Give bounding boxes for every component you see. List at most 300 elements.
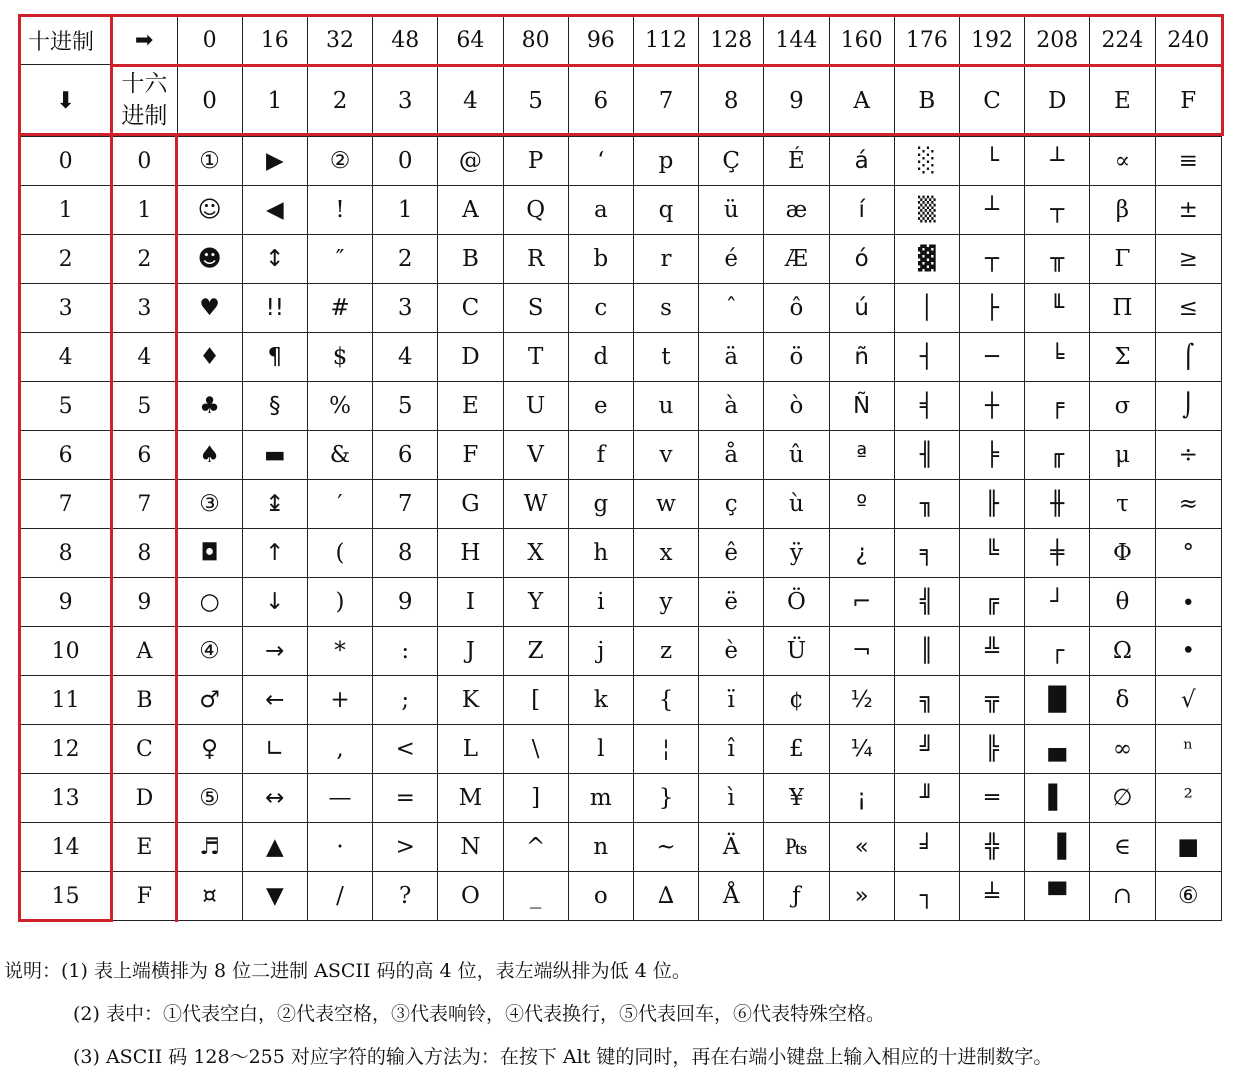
char-cell: ú [829,284,894,333]
char-cell: ╔ [959,578,1024,627]
char-cell: ≈ [1155,480,1221,529]
header-decimal-cell: 0 [177,16,242,65]
char-cell: ≤ [1155,284,1221,333]
header-decimal-cell: 176 [894,16,959,65]
char-cell: Ç [699,137,764,186]
header-decimal-cell: 48 [373,16,438,65]
char-cell: G [438,480,503,529]
char-cell: ░ [894,137,959,186]
char-cell: ╙ [1025,284,1090,333]
char-cell: 7 [373,480,438,529]
char-cell: R [503,235,568,284]
char-cell: ═ [959,774,1024,823]
char-cell: % [307,382,372,431]
char-cell: ⁿ [1155,725,1221,774]
char-cell: ] [503,774,568,823]
char-cell: ☺ [177,186,242,235]
char-cell: ç [699,480,764,529]
row-decimal-cell: 8 [20,529,112,578]
note-1: 说明：(1) 表上端横排为 8 位二进制 ASCII 码的高 4 位，表左端纵排为低 4 位。 [4,960,691,982]
char-cell: ⑤ [177,774,242,823]
row-decimal-cell: 9 [20,578,112,627]
table-row [20,578,1222,627]
char-cell: ╣ [894,578,959,627]
char-cell: ¿ [829,529,894,578]
char-cell: _ [503,872,568,921]
row-hex-cell: 6 [112,431,177,480]
char-cell: ü [699,186,764,235]
char-cell: Ω [1090,627,1155,676]
char-cell: y [633,578,698,627]
row-hex-cell: F [112,872,177,921]
char-cell: Ä [699,823,764,872]
char-cell: Ñ [829,382,894,431]
char-cell: ▐ [1025,823,1090,872]
char-cell: # [307,284,372,333]
char-cell: ╕ [894,529,959,578]
char-cell: ╝ [894,725,959,774]
char-cell: ▶ [242,137,307,186]
char-cell: ╡ [894,382,959,431]
row-hex-cell: A [112,627,177,676]
row-decimal-cell: 13 [20,774,112,823]
char-cell: m [568,774,633,823]
char-cell: ñ [829,333,894,382]
char-cell: p [633,137,698,186]
char-cell: Ü [764,627,829,676]
char-cell: Γ [1090,235,1155,284]
char-cell: g [568,480,633,529]
header-hex-cell: 9 [764,65,829,137]
char-cell: ∆ [633,872,698,921]
char-cell: ┴ [1025,137,1090,186]
row-decimal-cell: 11 [20,676,112,725]
char-cell: ¦ [633,725,698,774]
header-decimal-cell: 240 [1155,16,1221,65]
header-decimal-cell: 16 [242,16,307,65]
char-cell: ¶ [242,333,307,382]
char-cell: J [438,627,503,676]
header-row-hex [20,65,1222,137]
row-decimal-cell: 6 [20,431,112,480]
char-cell: 2 [373,235,438,284]
char-cell: ì [699,774,764,823]
row-decimal-cell: 1 [20,186,112,235]
char-cell: ª [829,431,894,480]
char-cell: , [307,725,372,774]
char-cell: ▲ [242,823,307,872]
char-cell: ; [373,676,438,725]
header-hex-cell: 4 [438,65,503,137]
char-cell: ↕ [242,235,307,284]
char-cell: F [438,431,503,480]
char-cell: n [568,823,633,872]
char-cell: Y [503,578,568,627]
char-cell: ▄ [1025,725,1090,774]
char-cell: E [438,382,503,431]
char-cell: ├ [959,284,1024,333]
char-cell: * [307,627,372,676]
char-cell: ₧ [764,823,829,872]
header-hex-cell: 5 [503,65,568,137]
char-cell: e [568,382,633,431]
char-cell: å [699,431,764,480]
char-cell: ▓ [894,235,959,284]
char-cell: § [242,382,307,431]
char-cell: ! [307,186,372,235]
char-cell: ╘ [1025,333,1090,382]
char-cell: w [633,480,698,529]
char-cell: ┌ [1025,627,1090,676]
char-cell: Σ [1090,333,1155,382]
char-cell: ∅ [1090,774,1155,823]
char-cell: ¤ [177,872,242,921]
char-cell: ⌡ [1155,382,1221,431]
char-cell: ╥ [1025,235,1090,284]
char-cell: X [503,529,568,578]
char-cell: ┘ [1025,578,1090,627]
row-decimal-cell: 3 [20,284,112,333]
char-cell: ù [764,480,829,529]
header-hex-cell: 6 [568,65,633,137]
header-decimal-cell: 64 [438,16,503,65]
char-cell: I [438,578,503,627]
char-cell: u [633,382,698,431]
char-cell: ③ [177,480,242,529]
table-row [20,235,1222,284]
char-cell: è [699,627,764,676]
char-cell: ∩ [1090,872,1155,921]
right-arrow-icon: ➡ [112,16,177,65]
char-cell: ↑ [242,529,307,578]
header-hex-cell: D [1025,65,1090,137]
char-cell: ╢ [894,431,959,480]
row-decimal-cell: 15 [20,872,112,921]
char-cell: : [373,627,438,676]
char-cell: É [764,137,829,186]
table-row [20,725,1222,774]
char-cell: ~ [633,823,698,872]
char-cell: à [699,382,764,431]
char-cell: ▒ [894,186,959,235]
char-cell: ö [764,333,829,382]
note-2: (2) 表中：①代表空白，②代表空格，③代表响铃，④代表换行，⑤代表回车，⑥代表特殊空格。 [73,1003,885,1025]
char-cell: ( [307,529,372,578]
char-cell: ▬ [242,431,307,480]
header-decimal-cell: 224 [1090,16,1155,65]
char-cell: ╬ [959,823,1024,872]
char-cell: ♠ [177,431,242,480]
char-cell: ↨ [242,480,307,529]
char-cell: τ [1090,480,1155,529]
table-row [20,137,1222,186]
header-decimal-cell: 192 [959,16,1024,65]
char-cell: Æ [764,235,829,284]
char-cell: á [829,137,894,186]
char-cell: ↔ [242,774,307,823]
table-row [20,382,1222,431]
char-cell: ▌ [1025,774,1090,823]
decimal-label: 十进制 [20,16,112,65]
char-cell: H [438,529,503,578]
char-cell: ┼ [959,382,1024,431]
char-cell: ♣ [177,382,242,431]
char-cell: ? [373,872,438,921]
char-cell: ± [1155,186,1221,235]
char-cell: ╒ [1025,382,1090,431]
table-row [20,431,1222,480]
char-cell: ¢ [764,676,829,725]
hex-label: 十六进制 [112,65,177,137]
row-decimal-cell: 4 [20,333,112,382]
char-cell: d [568,333,633,382]
char-cell: ó [829,235,894,284]
char-cell: x [633,529,698,578]
char-cell: ╗ [894,676,959,725]
char-cell: ╩ [959,627,1024,676]
table-row [20,676,1222,725]
char-cell: ♬ [177,823,242,872]
char-cell: ) [307,578,372,627]
char-cell: ╟ [959,480,1024,529]
char-cell: σ [1090,382,1155,431]
row-hex-cell: 4 [112,333,177,382]
char-cell: 3 [373,284,438,333]
char-cell: ∟ [242,725,307,774]
row-decimal-cell: 7 [20,480,112,529]
row-hex-cell: 2 [112,235,177,284]
char-cell: ∈ [1090,823,1155,872]
char-cell: ─ [959,333,1024,382]
char-cell: [ [503,676,568,725]
char-cell: ¥ [764,774,829,823]
char-cell: ♂ [177,676,242,725]
char-cell: • [1155,627,1221,676]
char-cell: ♦ [177,333,242,382]
char-cell: ï [699,676,764,725]
char-cell: s [633,284,698,333]
char-cell: £ [764,725,829,774]
char-cell: ╪ [1025,529,1090,578]
header-hex-cell: E [1090,65,1155,137]
char-cell: í [829,186,894,235]
char-cell: ╓ [1025,431,1090,480]
char-cell: ‘ [568,137,633,186]
char-cell: o [568,872,633,921]
row-hex-cell: 8 [112,529,177,578]
char-cell: ^ [503,823,568,872]
char-cell: ê [699,529,764,578]
char-cell: ¡ [829,774,894,823]
table-row [20,872,1222,921]
char-cell: · [307,823,372,872]
header-decimal-cell: 144 [764,16,829,65]
row-hex-cell: 0 [112,137,177,186]
char-cell: ò [764,382,829,431]
down-arrow-icon: ⬇ [20,65,112,137]
row-hex-cell: 5 [112,382,177,431]
row-decimal-cell: 0 [20,137,112,186]
char-cell: 1 [373,186,438,235]
char-cell: β [1090,186,1155,235]
table-row [20,774,1222,823]
char-cell: A [438,186,503,235]
char-cell: ← [242,676,307,725]
char-cell: ≡ [1155,137,1221,186]
row-hex-cell: 3 [112,284,177,333]
char-cell: ╦ [959,676,1024,725]
table-row [20,333,1222,382]
char-cell: Q [503,186,568,235]
ascii-table [19,15,1222,921]
header-hex-cell: 8 [699,65,764,137]
row-decimal-cell: 14 [20,823,112,872]
char-cell: v [633,431,698,480]
char-cell: ⌐ [829,578,894,627]
char-cell: Π [1090,284,1155,333]
char-cell: ⑥ [1155,872,1221,921]
char-cell: θ [1090,578,1155,627]
char-cell: Z [503,627,568,676]
char-cell: Å [699,872,764,921]
char-cell: Φ [1090,529,1155,578]
char-cell: ◀ [242,186,307,235]
char-cell: ◘ [177,529,242,578]
char-cell: √ [1155,676,1221,725]
char-cell: μ [1090,431,1155,480]
char-cell: û [764,431,829,480]
char-cell: M [438,774,503,823]
char-cell: └ [959,137,1024,186]
char-cell: i [568,578,633,627]
char-cell: ô [764,284,829,333]
char-cell: $ [307,333,372,382]
char-cell: ┴ [959,186,1024,235]
char-cell: !! [242,284,307,333]
char-cell: > [373,823,438,872]
char-cell: ä [699,333,764,382]
char-cell: ■ [1155,823,1221,872]
header-row-decimal [20,16,1222,65]
header-decimal-cell: 80 [503,16,568,65]
char-cell: → [242,627,307,676]
row-decimal-cell: 2 [20,235,112,284]
char-cell: ∞ [1090,725,1155,774]
char-cell: ② [307,137,372,186]
char-cell: { [633,676,698,725]
char-cell: N [438,823,503,872]
char-cell: f [568,431,633,480]
char-cell: S [503,284,568,333]
notes [4,950,1239,1079]
char-cell: ¬ [829,627,894,676]
char-cell: ┐ [894,872,959,921]
char-cell: » [829,872,894,921]
char-cell: l [568,725,633,774]
char-cell: ˆ [699,284,764,333]
char-cell: D [438,333,503,382]
char-cell: « [829,823,894,872]
char-cell: 4 [373,333,438,382]
row-decimal-cell: 10 [20,627,112,676]
row-hex-cell: B [112,676,177,725]
header-hex-cell: 0 [177,65,242,137]
row-hex-cell: C [112,725,177,774]
char-cell: ² [1155,774,1221,823]
row-hex-cell: 9 [112,578,177,627]
char-cell: █ [1025,676,1090,725]
char-cell: ↓ [242,578,307,627]
table-row [20,823,1222,872]
char-cell: ▀ [1025,872,1090,921]
char-cell: T [503,333,568,382]
table-row [20,480,1222,529]
row-decimal-cell: 12 [20,725,112,774]
char-cell: ╠ [959,725,1024,774]
char-cell: = [373,774,438,823]
char-cell: a [568,186,633,235]
char-cell: ′ [307,480,372,529]
table-row [20,186,1222,235]
header-hex-cell: 1 [242,65,307,137]
char-cell: ƒ [764,872,829,921]
header-decimal-cell: 128 [699,16,764,65]
char-cell: æ [764,186,829,235]
char-cell: δ [1090,676,1155,725]
char-cell: 6 [373,431,438,480]
char-cell: é [699,235,764,284]
char-cell: P [503,137,568,186]
char-cell: \ [503,725,568,774]
char-cell: ″ [307,235,372,284]
char-cell: / [307,872,372,921]
char-cell: k [568,676,633,725]
row-hex-cell: E [112,823,177,872]
char-cell: ÿ [764,529,829,578]
char-cell: < [373,725,438,774]
char-cell: ④ [177,627,242,676]
char-cell: ¼ [829,725,894,774]
row-hex-cell: 7 [112,480,177,529]
row-decimal-cell: 5 [20,382,112,431]
char-cell: ▼ [242,872,307,921]
char-cell: ⌠ [1155,333,1221,382]
char-cell: ╫ [1025,480,1090,529]
header-decimal-cell: 160 [829,16,894,65]
char-cell: ○ [177,578,242,627]
char-cell: ┤ [894,333,959,382]
char-cell: ╛ [894,823,959,872]
char-cell: ┬ [1025,186,1090,235]
header-decimal-cell: 32 [307,16,372,65]
header-hex-cell: A [829,65,894,137]
char-cell: ♀ [177,725,242,774]
char-cell: C [438,284,503,333]
char-cell: ║ [894,627,959,676]
char-cell: h [568,529,633,578]
table-row [20,284,1222,333]
header-decimal-cell: 112 [633,16,698,65]
char-cell: ① [177,137,242,186]
row-hex-cell: 1 [112,186,177,235]
char-cell: + [307,676,372,725]
char-cell: U [503,382,568,431]
char-cell: 0 [373,137,438,186]
char-cell: K [438,676,503,725]
char-cell: ┬ [959,235,1024,284]
char-cell: c [568,284,633,333]
header-hex-cell: 3 [373,65,438,137]
